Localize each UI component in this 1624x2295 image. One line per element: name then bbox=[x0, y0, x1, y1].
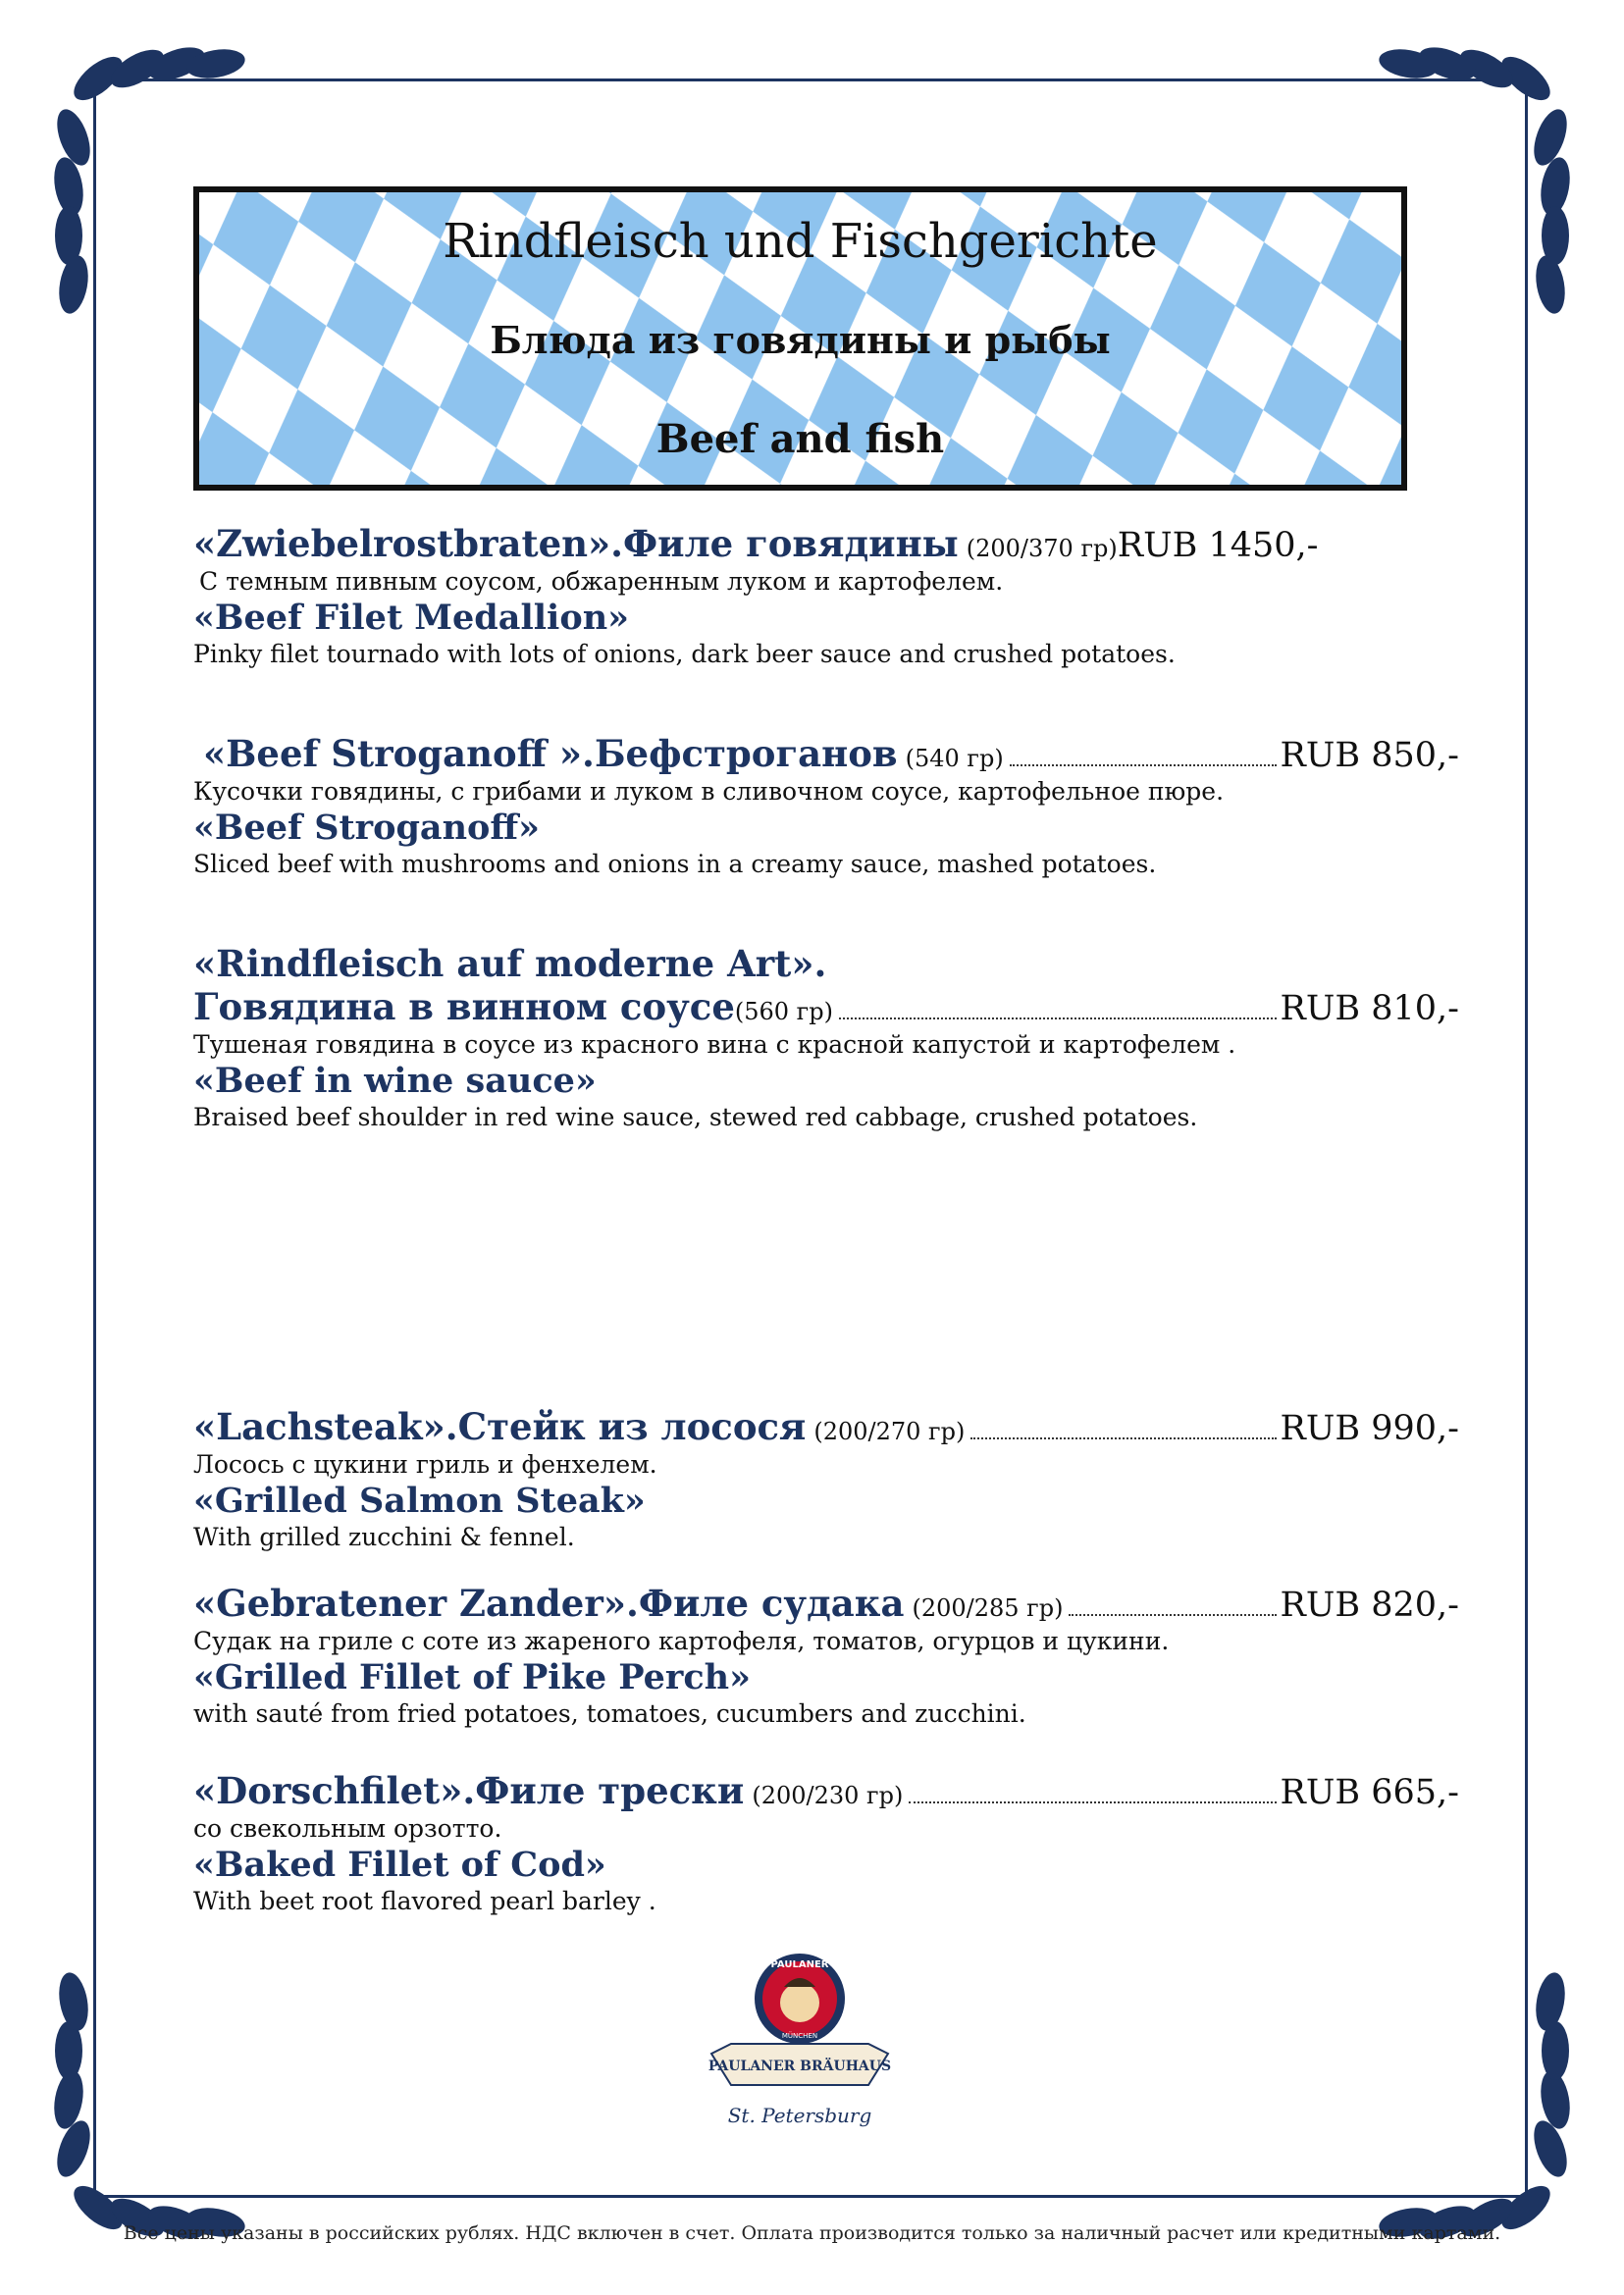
item-description-en: With grilled zucchini & fennel. bbox=[193, 1523, 575, 1551]
menu-item-beef-stroganoff bbox=[193, 732, 1459, 878]
logo-monk-icon bbox=[780, 1983, 819, 2022]
item-title-en: «Grilled Fillet of Pike Perch» bbox=[193, 1657, 751, 1697]
logo-brand-text: PAULANER bbox=[770, 1959, 829, 1970]
header-title-en: Beef and fish bbox=[655, 416, 945, 462]
dotted-leader bbox=[1069, 1614, 1276, 1616]
dotted-leader bbox=[1010, 764, 1277, 766]
header-title-de: Rindfleisch und Fischgerichte bbox=[443, 214, 1158, 269]
dotted-leader bbox=[909, 1801, 1276, 1803]
item-description-ru: Судак на гриле с соте из жареного картофеля, томатов, огурцов и цукини. bbox=[193, 1627, 1170, 1655]
item-title-row bbox=[193, 1769, 1459, 1812]
item-title: «Lachsteak».Стейк из лосося bbox=[193, 1405, 807, 1448]
paulaner-logo bbox=[702, 1948, 898, 2134]
price-disclaimer: Все цены указаны в российских рублях. НДС включен в счет. Оплата производится только за наличный расчет или кредитными картами. bbox=[123, 2222, 1501, 2244]
section-header bbox=[193, 186, 1407, 491]
item-title-en: «Baked Fillet of Cod» bbox=[193, 1845, 606, 1885]
item-title-en: «Beef Filet Medallion» bbox=[193, 598, 630, 638]
item-description-ru: со свекольным орзотто. bbox=[193, 1814, 502, 1843]
item-description-en: With beet root flavored pearl barley . bbox=[193, 1887, 656, 1915]
menu-item-lachsteak bbox=[193, 1405, 1459, 1551]
item-weight: (200/285 гр) bbox=[912, 1594, 1064, 1622]
item-price: RUB 665,- bbox=[1280, 1773, 1459, 1812]
item-price: RUB 810,- bbox=[1280, 989, 1459, 1028]
item-title-en: «Grilled Salmon Steak» bbox=[193, 1481, 646, 1521]
item-title: «Beef Stroganoff ».Бефстроганов bbox=[203, 732, 898, 775]
menu-item-dorschfilet bbox=[193, 1769, 1459, 1915]
item-title: «Gebratener Zander».Филе судака bbox=[193, 1582, 905, 1625]
item-weight: (200/370 гр) bbox=[966, 535, 1118, 562]
dotted-leader bbox=[839, 1017, 1277, 1019]
logo-city-text: MÜNCHEN bbox=[781, 2032, 818, 2040]
item-title-row bbox=[193, 985, 1459, 1028]
item-price: RUB 850,- bbox=[1280, 736, 1459, 775]
item-description-ru: Кусочки говядины, с грибами и луком в сливочном соусе, картофельное пюре. bbox=[193, 777, 1225, 806]
header-title-ru: Блюда из говядины и рыбы bbox=[490, 318, 1111, 362]
item-description-ru: Лосось с цукини гриль и фенхелем. bbox=[193, 1450, 657, 1479]
item-description-ru: Тушеная говядина в соусе из красного вина с красной капустой и картофелем . bbox=[193, 1030, 1236, 1059]
item-price: RUB 990,- bbox=[1280, 1409, 1459, 1448]
item-title: «Dorschfilet».Филе трески bbox=[193, 1769, 745, 1812]
logo-banner-text: PAULANER BRÄUHAUS bbox=[707, 2059, 892, 2074]
item-title-pre: «Rindfleisch auf moderne Art». bbox=[193, 942, 827, 985]
item-title-en: «Beef in wine sauce» bbox=[193, 1061, 597, 1101]
item-title-row bbox=[193, 1405, 1459, 1448]
item-description-en: Braised beef shoulder in red wine sauce, stewed red cabbage, crushed potatoes. bbox=[193, 1103, 1198, 1131]
wheat-ornament-bottom-right-icon bbox=[1349, 1953, 1585, 2247]
item-title-row bbox=[193, 732, 1459, 775]
item-weight: (540 гр) bbox=[905, 745, 1004, 772]
item-description-en: Pinky filet tournado with lots of onions, dark beer sauce and crushed potatoes. bbox=[193, 640, 1176, 668]
menu-item-beef-wine-sauce bbox=[193, 942, 1459, 1131]
item-title-en: «Beef Stroganoff» bbox=[193, 808, 541, 848]
item-weight: (560 гр) bbox=[734, 998, 833, 1025]
menu-item-gebratener-zander bbox=[193, 1582, 1459, 1728]
item-title: «Zwiebelrostbraten».Филе говядины bbox=[193, 522, 959, 565]
item-description-en: with sauté from fried potatoes, tomatoes, cucumbers and zucchini. bbox=[193, 1699, 1026, 1728]
item-price: RUB 1450,- bbox=[1117, 526, 1319, 565]
item-weight: (200/230 гр) bbox=[752, 1782, 904, 1809]
item-title-row bbox=[193, 522, 1459, 565]
menu-item-zwiebelrostbraten bbox=[193, 522, 1459, 668]
item-title-row bbox=[193, 1582, 1459, 1625]
item-title: Говядина в винном соусе bbox=[193, 985, 735, 1028]
item-weight: (200/270 гр) bbox=[813, 1418, 966, 1445]
dotted-leader bbox=[970, 1437, 1276, 1439]
item-price: RUB 820,- bbox=[1280, 1586, 1459, 1625]
item-description-en: Sliced beef with mushrooms and onions in a creamy sauce, mashed potatoes. bbox=[193, 850, 1157, 878]
logo-location-text: St. Petersburg bbox=[727, 2104, 872, 2127]
item-description-ru: С темным пивным соусом, обжаренным луком и картофелем. bbox=[199, 567, 1004, 596]
wheat-ornament-bottom-left-icon bbox=[39, 1953, 275, 2247]
